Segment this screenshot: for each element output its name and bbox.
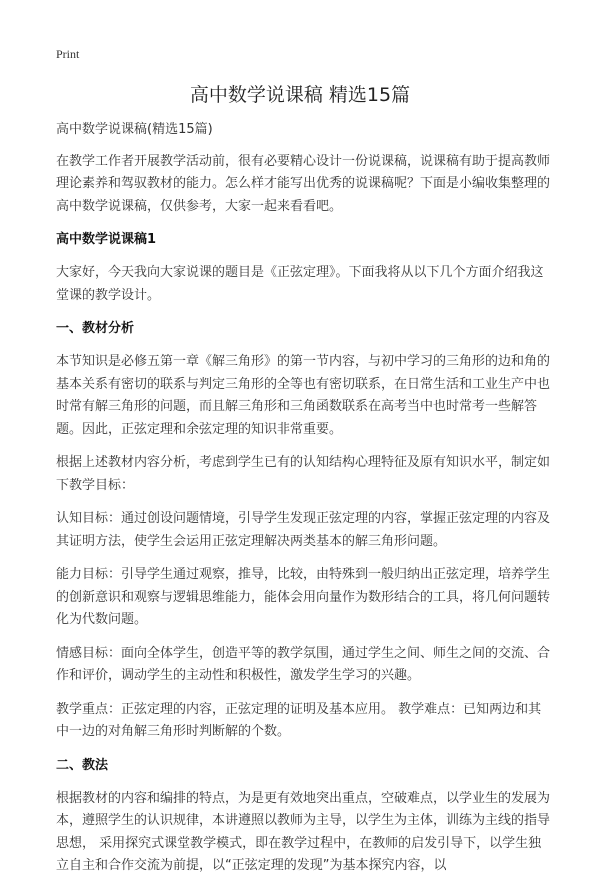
print-link[interactable]: Print: [56, 47, 80, 61]
intro-paragraph: 在教学工作者开展教学活动前，很有必要精心设计一份说课稿，说课稿有助于提高教师理论素养和驾驭教材的能力。怎么样才能写出优秀的说课稿呢？下面是小编收集整理的高中数学说课稿，仅供参考，大家一起来看看吧。: [56, 153, 551, 214]
heading-teaching-method: 二、教法: [56, 757, 109, 773]
article-body: [56, 119, 550, 889]
analysis-paragraph: 本节知识是必修五第一章《解三角形》的第一节内容，与初中学习的三角形的边和角的基本关系有密切的联系与判定三角形的全等也有密切联系，在日常生活和工业生产中也时常有解三角形的问题，而且解三角形和三角函数联系在高考当中也时常考一些解答题。因此，正弦定理和余弦定理的知识非常重要。: [56, 354, 551, 437]
greeting-paragraph: 大家好，今天我向大家说课的题目是《正弦定理》。下面我将从以下几个方面介绍我这堂课的教学设计。: [56, 265, 544, 303]
method-paragraph: 根据教材的内容和编排的特点，为是更有效地突出重点，空破难点，以学业生的发展为本，遵照学生的认识规律，本讲遵照以教师为主导，以学生为主体，训练为主线的指导思想， 采用探究式课堂教学模式，即在教学过程中，在教师的启发引导下，以学生独立自主和合作交流为前提，以“正弦定理的发现”为基本探究内容，以: [56, 790, 551, 873]
cognitive-goal-paragraph: 认知目标：通过创设问题情境，引导学生发现正弦定理的内容，掌握正弦定理的内容及其证明方法，使学生会运用正弦定理解决两类基本的解三角形问题。: [56, 511, 551, 549]
article-subtitle: 高中数学说课稿(精选15篇): [56, 122, 213, 137]
ability-goal-paragraph: 能力目标：引导学生通过观察，推导，比较，由特殊到一般归纳出正弦定理，培养学生的创新意识和观察与逻辑思维能力，能体会用向量作为数形结合的工具，将几何问题转化为代数问题。: [56, 567, 551, 627]
goals-intro-paragraph: 根据上述教材内容分析，考虑到学生已有的认知结构心理特征及原有知识水平，制定如下教学目标：: [56, 455, 551, 493]
emotion-goal-paragraph: 情感目标：面向全体学生，创造平等的教学氛围，通过学生之间、师生之间的交流、合作和评价，调动学生的主动性和积极性，激发学生学习的兴趣。: [56, 645, 551, 683]
section-heading-1: 高中数学说课稿1: [56, 232, 157, 247]
heading-material-analysis: 一、教材分析: [56, 321, 135, 336]
key-points-paragraph: 教学重点：正弦定理的内容，正弦定理的证明及基本应用。 教学难点：已知两边和其中一边的对角解三角形时判断解的个数。: [56, 701, 542, 739]
page-title: 高中数学说课稿 精选15篇: [189, 84, 411, 106]
